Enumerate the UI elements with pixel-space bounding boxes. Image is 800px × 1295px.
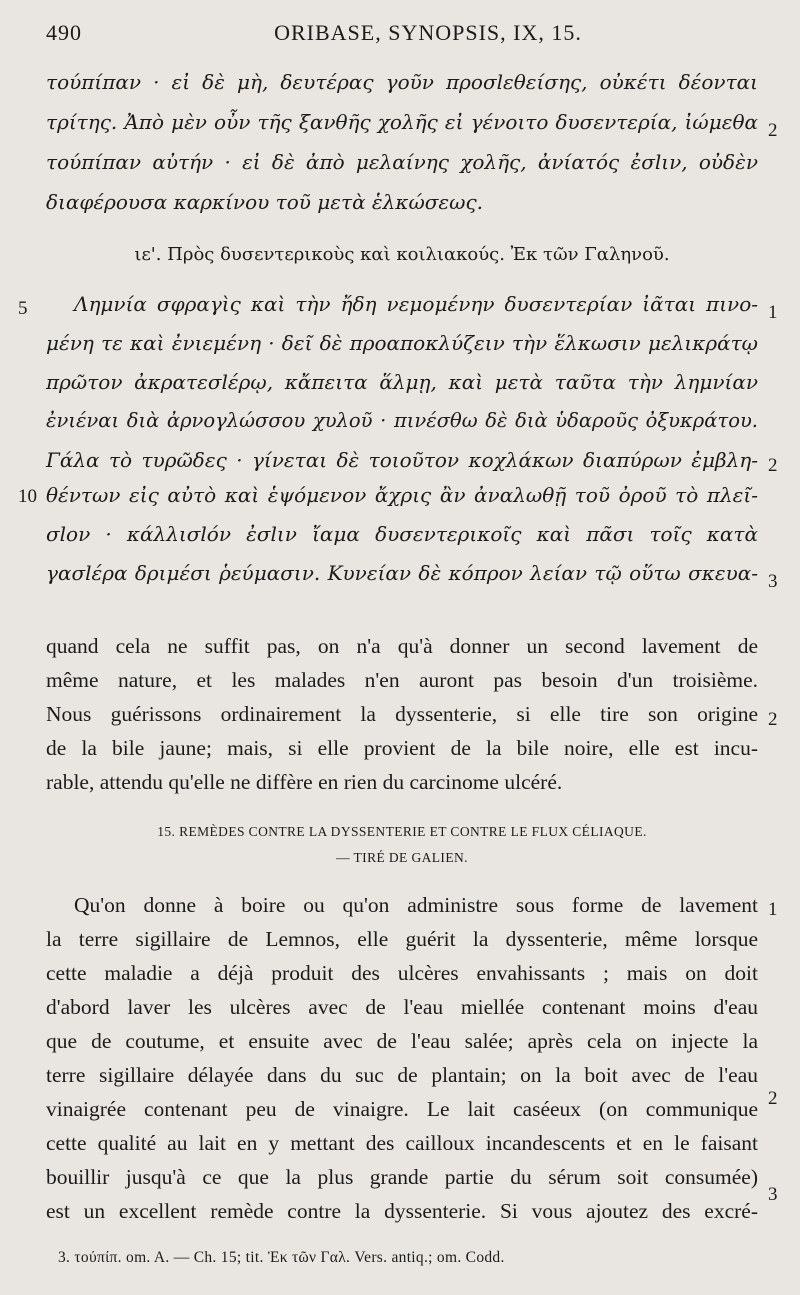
french-line: vinaigrée contenant peu de vinaigre. Le lait caséeux (on communique: [46, 1097, 758, 1121]
page-number: 490: [46, 20, 82, 45]
margin-number: 3: [768, 571, 778, 592]
page-header: [46, 20, 760, 54]
french-section-title: 15. REMÈDES CONTRE LA DYSSENTERIE ET CONTRE LE FLUX CÉLIAQUE.: [157, 824, 647, 839]
french-line: cette maladie a déjà produit des ulcères envahissants ; mais on doit: [46, 961, 758, 985]
french-line: même nature, et les malades n'en auront pas besoin d'un troisième.: [46, 668, 758, 692]
line-number: 10: [18, 486, 37, 507]
margin-number: 2: [768, 1088, 778, 1109]
french-line: quand cela ne suffit pas, on n'a qu'à donner un second lavement de: [46, 634, 758, 658]
greek-line: μένη τε καὶ ἐνιεμένη · δεῖ δὲ προαποκλύζειν τὴν ἕλκωσιν μελικράτῳ: [46, 331, 758, 355]
greek-line: τρίτης. Ἀπὸ μὲν οὖν τῆς ξανθῆς χολῆς εἰ γένοιτο δυσεντερία, ἰώμεθα: [46, 110, 758, 134]
french-section-subtitle: — TIRÉ DE GALIEN.: [336, 850, 468, 865]
french-line: rable, attendu qu'elle ne diffère en rien du carcinome ulcéré.: [46, 770, 563, 794]
margin-number: 1: [768, 899, 778, 920]
greek-line: γασlέρα δριμέσι ῥεύμασιν. Κυνείαν δὲ κόπρον λείαν τῷ οὕτω σκευα-: [46, 561, 758, 585]
french-line: Qu'on donne à boire ou qu'on administre sous forme de lavement: [74, 893, 758, 917]
french-line: cette qualité au lait en y mettant des cailloux incandescents et en le faisant: [46, 1131, 758, 1155]
french-line: est un excellent remède contre la dyssenterie. Si vous ajoutez des excré-: [46, 1199, 758, 1223]
line-number: 5: [18, 298, 28, 319]
french-line: d'abord laver les ulcères avec de l'eau miellée contenant moins d'eau: [46, 995, 758, 1019]
french-line: de la bile jaune; mais, si elle provient de la bile noire, elle est incu-: [46, 736, 758, 760]
margin-number: 2: [768, 455, 778, 476]
french-line: terre sigillaire délayée dans du suc de plantain; on la boit avec de l'eau: [46, 1063, 758, 1087]
french-line: Nous guérissons ordinairement la dyssenterie, si elle tire son origine: [46, 702, 758, 726]
margin-number: 2: [768, 709, 778, 730]
footnote: 3. τούπίπ. om. A. — Ch. 15; tit. Ἐκ τῶν Γαλ. Vers. antiq.; om. Codd.: [58, 1249, 505, 1266]
greek-line: τούπίπαν · εἰ δὲ μὴ, δευτέρας γοῦν προσlεθείσης, οὐκέτι δέονται: [46, 70, 758, 94]
margin-number: 3: [768, 1184, 778, 1205]
greek-line: σlον · κάλλισlόν ἐσlιν ἴαμα δυσεντερικοῖς καὶ πᾶσι τοῖς κατὰ: [46, 522, 758, 546]
greek-section-title: ιε'. Πρὸς δυσεντερικοὺς καὶ κοιλιακούς. Ἐκ τῶν Γαληνοῦ.: [134, 244, 670, 265]
greek-line: ἐνιέναι διὰ ἀρνογλώσσου χυλοῦ · πινέσθω δὲ διὰ ὑδαροῦς ὀξυκράτου.: [46, 409, 758, 432]
running-title: ORIBASE, SYNOPSIS, IX, 15.: [274, 20, 582, 45]
greek-line: θέντων εἰς αὐτὸ καὶ ἑψόμενον ἄχρις ἂν ἀναλωθῇ τοῦ ὀροῦ τὸ πλεῖ-: [46, 483, 758, 507]
french-line: la terre sigillaire de Lemnos, elle guérit la dyssenterie, même lorsque: [46, 927, 758, 951]
greek-line: πρῶτον ἀκρατεσlέρῳ, κἄπειτα ἅλμῃ, καὶ μετὰ ταῦτα τὴν λημνίαν: [46, 370, 758, 394]
margin-number: 1: [768, 302, 778, 323]
french-line: que de coutume, et ensuite avec de l'eau salée; après cela on injecte la: [46, 1029, 758, 1053]
greek-line: τούπίπαν αὐτήν · εἰ δὲ ἀπὸ μελαίνης χολῆς, ἀνίατός ἐσlιν, οὐδὲν: [46, 150, 758, 174]
greek-line: Λημνία σφραγὶς καὶ τὴν ἤδη νεμομένην δυσεντερίαν ἰᾶται πινο-: [74, 292, 758, 316]
greek-line: Γάλα τὸ τυρῶδες · γίνεται δὲ τοιοῦτον κοχλάκων διαπύρων ἐμβλη-: [46, 448, 758, 472]
margin-number: 2: [768, 120, 778, 141]
greek-line: διαφέρουσα καρκίνου τοῦ μετὰ ἑλκώσεως.: [46, 190, 484, 214]
french-line: bouillir jusqu'à ce que la plus grande partie du sérum soit consumée): [46, 1165, 758, 1189]
